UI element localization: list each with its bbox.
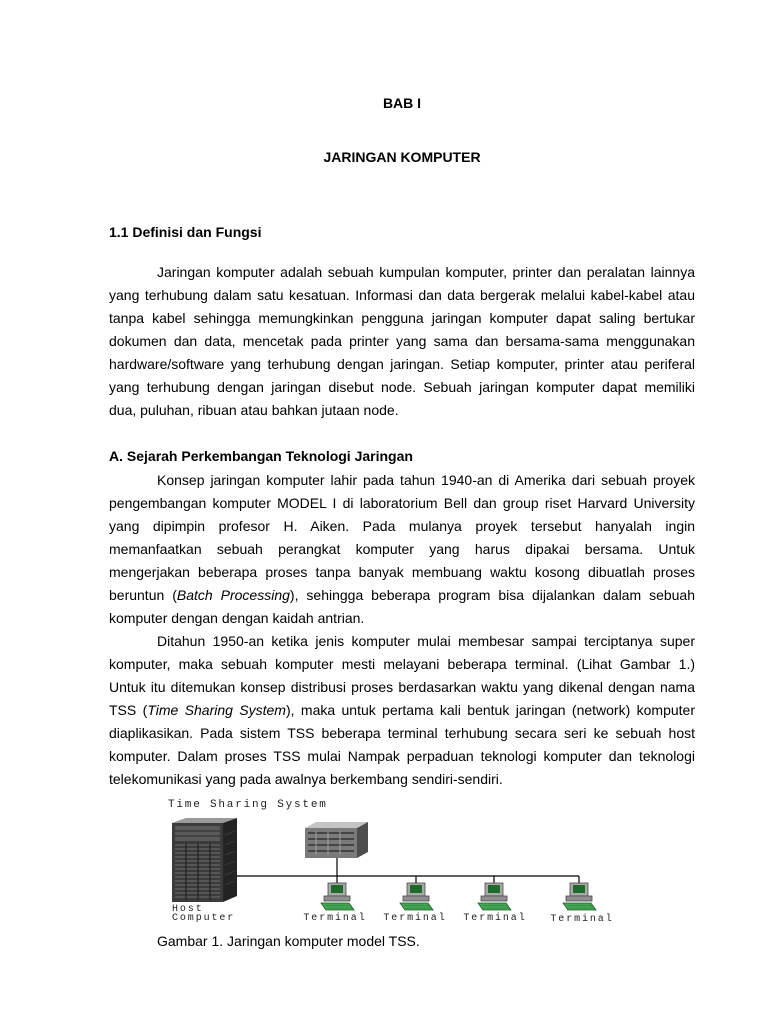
paragraph-line: hardware/software yang terhubung dengan jaringan. Setiap komputer, printer atau periferal xyxy=(109,356,695,372)
text-segment: TSS ( xyxy=(109,702,148,718)
paragraph-line: memanfaatkan sebuah perangkat komputer yang harus dipakai bersama. Untuk xyxy=(109,541,695,557)
host-label: Computer xyxy=(172,913,236,924)
terminal-label: Terminal xyxy=(550,914,614,925)
italic-term-time-sharing-system: Time Sharing System xyxy=(147,702,286,718)
tss-network-diagram xyxy=(160,795,620,927)
paragraph-line: diaplikasikan. Pada sistem TSS beberapa terminal terhubung secara seri ke sebuah host xyxy=(109,725,695,741)
terminal-icon xyxy=(321,883,354,910)
paragraph-line: pengembangan komputer MODEL I di laboratorium Bell dan group riset Harvard University xyxy=(109,495,695,511)
paragraph-history-tss xyxy=(109,630,695,791)
host-label: Host xyxy=(172,904,204,915)
paragraph-line: tanpa kabel sehingga memungkinkan pengguna jaringan komputer dapat saling bertukar xyxy=(109,310,695,326)
paragraph-line: komputer dengan dengan kaidah antrian. xyxy=(109,610,365,626)
paragraph-line: yang terhubung dalam satu kesatuan. Informasi dan data bergerak melalui kabel-kabel atau xyxy=(109,287,695,303)
section-heading: 1.1 Definisi dan Fungsi xyxy=(109,224,262,240)
paragraph-line xyxy=(109,699,695,722)
paragraph-line: Jaringan komputer adalah sebuah kumpulan komputer, printer dan peralatan lainnya xyxy=(157,264,695,280)
paragraph-line: komputer, maka sebuah komputer mesti melayani beberapa terminal. (Lihat Gambar 1.) xyxy=(109,656,695,672)
paragraph-line: Konsep jaringan komputer lahir pada tahun 1940-an di Amerika dari sebuah proyek xyxy=(157,472,695,488)
paragraph-line: Untuk itu ditemukan konsep distribusi proses berdasarkan waktu yang dikenal dengan nama xyxy=(109,679,695,695)
paragraph-history-origin xyxy=(109,469,695,630)
paragraph-line: komputer. Dalam proses TSS mulai Nampak perpaduan teknologi komputer dan teknologi xyxy=(109,748,695,764)
paragraph-line: Ditahun 1950-an ketika jenis komputer mulai membesar sampai terciptanya super xyxy=(157,633,695,649)
subsection-heading: A. Sejarah Perkembangan Teknologi Jaringan xyxy=(109,448,413,464)
paragraph-line: dua, puluhan, ribuan atau bahkan jutaan node. xyxy=(109,402,399,418)
terminal-icon xyxy=(478,883,511,910)
diagram-title: Time Sharing System xyxy=(168,799,328,811)
terminal-icon xyxy=(563,883,596,910)
paragraph-line: mengerjakan beberapa proses tanpa banyak membuang waktu kosong dibuatlah proses xyxy=(109,564,695,580)
chapter-number: BAB I xyxy=(382,95,422,111)
paragraph-line: yang terhubung dengan jaringan disebut node. Sebuah jaringan komputer dapat memiliki xyxy=(109,379,695,395)
terminal-label: Terminal xyxy=(303,913,367,924)
text-segment: ), maka untuk pertama kali bentuk jaringan (network) komputer xyxy=(285,702,695,718)
network-cable xyxy=(237,858,579,883)
text-segment: ), sehingga beberapa program bisa dijalankan dalam sebuah xyxy=(289,587,696,603)
paragraph-line: yang dipimpin profesor H. Aiken. Pada mulanya proyek tersebut hanyalah ingin xyxy=(109,518,695,534)
terminal-label: Terminal xyxy=(463,913,527,924)
paragraph-definition xyxy=(109,261,695,422)
terminal-icon xyxy=(400,883,433,910)
chapter-title: JARINGAN KOMPUTER xyxy=(323,149,481,165)
text-segment: beruntun ( xyxy=(109,587,177,603)
paragraph-line: telekomunikasi yang pada awalnya berkembang sendiri-sendiri. xyxy=(109,771,503,787)
terminal-label: Terminal xyxy=(383,913,447,924)
server-icon xyxy=(305,822,368,858)
paragraph-line: dokumen dan data, mencetak pada printer yang sama dan bersama-sama menggunakan xyxy=(109,333,695,349)
host-computer-icon xyxy=(172,818,237,902)
italic-term-batch-processing: Batch Processing xyxy=(176,587,290,603)
figure-caption: Gambar 1. Jaringan komputer model TSS. xyxy=(157,933,420,949)
paragraph-line xyxy=(109,584,695,607)
